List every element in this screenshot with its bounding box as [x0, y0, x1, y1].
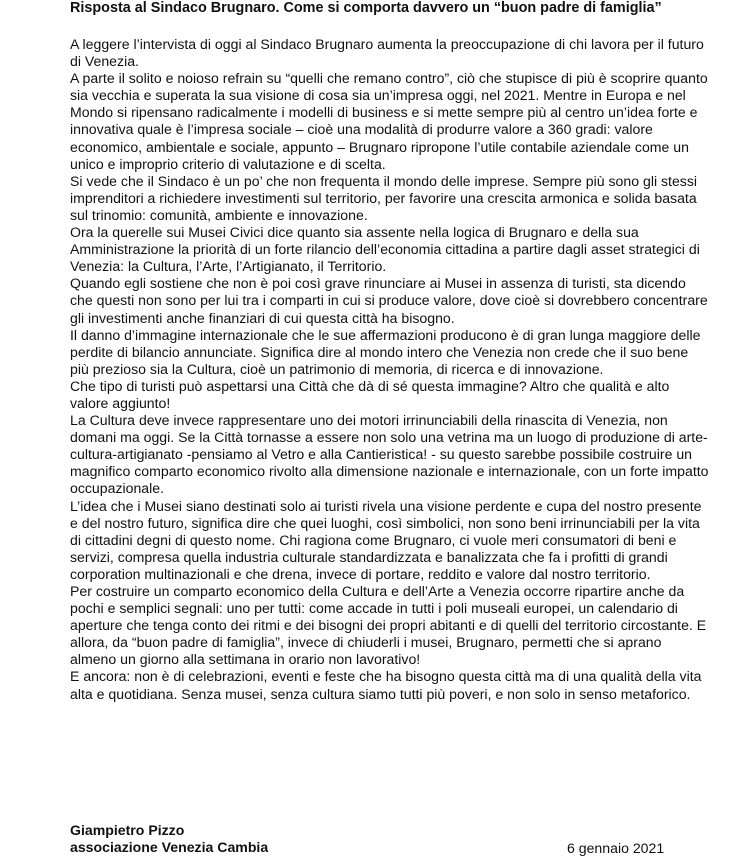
document-date: 6 gennaio 2021 [567, 840, 665, 856]
paragraph-11: E ancora: non è di celebrazioni, eventi e feste che ha bisogno questa città ma di una qualità della vita alta e quotidiana. Senza musei, senza cultura siamo tutti più poveri, e non solo in senso metaforico. [70, 668, 702, 702]
paragraph-10: Per costruire un comparto economico della Cultura e dell’Arte a Venezia occorre ripartire anche da pochi e semplici segnali: uno per tutti: come accade in tutti i poli museali europei, un calendario di aperture che tenga conto dei ritmi e dei bisogni dei propri abitanti e di quelli del territorio circostante. E allora, da “buon padre di famiglia”, invece di chiuderli i musei, Brugnaro, permetti che si aprano almeno un giorno alla settimana in orario non lavorativo! [70, 583, 707, 668]
author-name: Giampietro Pizzo [70, 822, 185, 838]
paragraph-6: Il danno d’immagine internazionale che le sue affermazioni producono è di gran lunga maggiore delle perdite di bilancio annunciate. Significa dire al mondo intero che Venezia non crede che il suo bene più prezioso sia la Cultura, cioè un patrimonio di memoria, di ricerca e di innovazione. [70, 326, 701, 377]
paragraph-9: L’idea che i Musei siano destinati solo ai turisti rivela una visione perdente e cupa del nostro presente e del nostro futuro, significa dire che quei luoghi, così simbolici, non sono beni irrinunciabili per la vita di cittadini degni di questo nome. Chi ragiona come Brugnaro, ci vuole meri consumatori di beni e servizi, compresa quella industria culturale standardizzata e banalizzata che fa i profitti di grandi corporation multinazionali e che drena, invece di portare, reddito e valore dal nostro territorio. [70, 497, 702, 582]
paragraph-8: La Cultura deve invece rappresentare uno dei motori irrinunciabili della rinascita di Venezia, non domani ma oggi. Se la Città tornasse a essere non solo una vetrina ma un luogo di produzione di arte-cultura-artigianato -pensiamo al Vetro e alla Cantieristica! - su questo sarebbe possibile costruire un magnifico comparto economico rivolto alla dimensione nazionale e internazionale, con un forte impatto occupazionale. [70, 412, 709, 497]
paragraph-2: A parte il solito e noioso refrain su “quelli che remano contro”, ciò che stupisce di più è scoprire quanto sia vecchia e superata la sua visione di cosa sia un’impresa oggi, nel 2021. Mentre in Europa e nel Mondo si ripensano radicalmente i modelli di business e si mette sempre più al centro un’idea forte e innovativa quale è l’impresa sociale – cioè una modalità di produrre valore a 360 gradi: valore economico, ambientale e sociale, appunto – Brugnaro ripropone l’utile contabile aziendale come un unico e improprio criterio di valutazione e di scelta. [70, 70, 708, 172]
paragraph-4: Ora la querelle sui Musei Civici dice quanto sia assente nella logica di Brugnaro e della sua Amministrazione la priorità di un forte rilancio dell’economia cittadina a partire dagli asset strategici di Venezia: la Cultura, l’Arte, l’Artigianato, il Territorio. [70, 224, 700, 275]
document-title: Risposta al Sindaco Brugnaro. Come si comporta davvero un “buon padre di famiglia” [70, 0, 662, 16]
paragraph-7: Che tipo di turisti può aspettarsi una Città che dà di sé questa immagine? Altro che qualità e alto valore aggiunto! [70, 377, 670, 411]
author-association: associazione Venezia Cambia [70, 839, 269, 855]
paragraph-1: A leggere l’intervista di oggi al Sindaco Brugnaro aumenta la preoccupazione di chi lavora per il futuro di Venezia. [70, 36, 704, 70]
paragraph-5: Quando egli sostiene che non è poi così grave rinunciare ai Musei in assenza di turisti, sta dicendo che questi non sono per lui tra i comparti in cui si produce valore, dove cioè si dovrebbero concentrare gli investimenti anche finanziari di cui questa città ha bisogno. [70, 275, 708, 326]
document-body [70, 36, 710, 703]
paragraph-3: Si vede che il Sindaco è un po’ che non frequenta il mondo delle imprese. Sempre più sono gli stessi imprenditori a richiedere investimenti sul territorio, per favorire una crescita armonica e solida basata sul trinomio: comunità, ambiente e innovazione. [70, 172, 698, 223]
